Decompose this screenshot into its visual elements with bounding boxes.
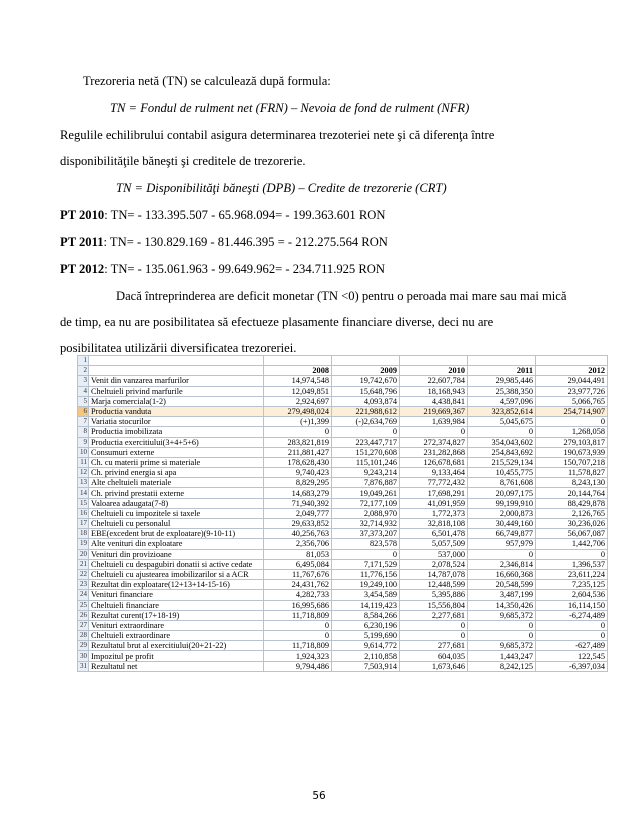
cell-value: 190,673,939 [536, 447, 608, 457]
row-number: 11 [78, 457, 89, 467]
cell-value: 77,772,432 [400, 478, 468, 488]
row-label: Cheltuieli cu ajustearea imobilizarilor si a ACR [89, 569, 264, 579]
row-label [89, 356, 264, 366]
cell-value: 4,093,874 [332, 396, 400, 406]
row-number: 24 [78, 590, 89, 600]
cell-value: 9,794,486 [264, 661, 332, 671]
cell-value: 9,685,372 [468, 641, 536, 651]
cell-value: 56,067,087 [536, 529, 608, 539]
cell-value: 18,168,943 [400, 386, 468, 396]
row-number: 16 [78, 508, 89, 518]
row-label: Cheltuieli extraordinare [89, 631, 264, 641]
cell-value: 72,177,109 [332, 498, 400, 508]
cell-value: 40,256,763 [264, 529, 332, 539]
cell-value: 2012 [536, 366, 608, 376]
table-row [78, 600, 608, 610]
cell-value: 823,578 [332, 539, 400, 549]
cell-value: 122,545 [536, 651, 608, 661]
cell-value: 3,487,199 [468, 590, 536, 600]
row-label: Rezultatul brut al exercitiului(20+21-22) [89, 641, 264, 651]
cell-value: 23,977,726 [536, 386, 608, 396]
cell-value: 1,442,706 [536, 539, 608, 549]
cell-value: 16,114,150 [536, 600, 608, 610]
cell-value: 11,578,827 [536, 468, 608, 478]
row-label: Cheltuieli privind marfurile [89, 386, 264, 396]
table-row [78, 559, 608, 569]
row-number: 6 [78, 406, 89, 416]
row-number: 27 [78, 620, 89, 630]
table-row [78, 478, 608, 488]
cell-value: 2,110,858 [332, 651, 400, 661]
cell-value: 219,669,367 [400, 406, 468, 416]
row-label: Venituri din provizioane [89, 549, 264, 559]
cell-value: 272,374,827 [400, 437, 468, 447]
cell-value: 2,126,765 [536, 508, 608, 518]
cell-value: 7,235,125 [536, 580, 608, 590]
cell-value: 2,088,970 [332, 508, 400, 518]
cell-value: 4,597,096 [468, 396, 536, 406]
result-2012-label: PT 2012 [60, 262, 105, 276]
cell-value: 14,787,078 [400, 569, 468, 579]
cell-value: 0 [332, 549, 400, 559]
cell-value: 2010 [400, 366, 468, 376]
table-row [78, 488, 608, 498]
cell-value: 20,097,175 [468, 488, 536, 498]
result-2012 [60, 261, 385, 277]
cell-value: 2009 [332, 366, 400, 376]
result-2010-label: PT 2010 [60, 208, 105, 222]
cell-value: 1,268,058 [536, 427, 608, 437]
cell-value: 14,683,279 [264, 488, 332, 498]
result-2010-value: : TN= - 133.395.507 - 65.968.094= - 199.363.601 RON [104, 208, 386, 222]
result-2012-value: : TN= - 135.061.963 - 99.649.962= - 234.711.925 RON [104, 262, 385, 276]
cell-value: 9,243,214 [332, 468, 400, 478]
cell-value: 6,230,196 [332, 620, 400, 630]
cell-value: 9,614,772 [332, 641, 400, 651]
row-label: Cheltuieli cu personalul [89, 519, 264, 529]
cell-value: 5,199,690 [332, 631, 400, 641]
cell-value: (-)2,634,769 [332, 417, 400, 427]
row-number: 17 [78, 519, 89, 529]
row-number: 19 [78, 539, 89, 549]
paragraph-deficit-2: de timp, ea nu are posibilitatea să efectueze plasamente financiare diverse, deci nu are [60, 315, 494, 329]
cell-value: 0 [536, 549, 608, 559]
table-row [78, 468, 608, 478]
cell-value: 277,681 [400, 641, 468, 651]
cell-value: 17,698,291 [400, 488, 468, 498]
cell-value: 537,000 [400, 549, 468, 559]
cell-value: 2,604,536 [536, 590, 608, 600]
cell-value: 2008 [264, 366, 332, 376]
cell-value: 1,673,646 [400, 661, 468, 671]
table-row [78, 651, 608, 661]
cell-value: 0 [536, 631, 608, 641]
cell-value: 99,199,910 [468, 498, 536, 508]
cell-value: 24,431,762 [264, 580, 332, 590]
cell-value: 2,346,814 [468, 559, 536, 569]
row-number: 1 [78, 356, 89, 366]
table-row [78, 508, 608, 518]
row-number: 18 [78, 529, 89, 539]
cell-value: 354,043,602 [468, 437, 536, 447]
table-row [78, 417, 608, 427]
table-row [78, 457, 608, 467]
row-label: Venit din vanzarea marfurilor [89, 376, 264, 386]
cell-value: 30,236,026 [536, 519, 608, 529]
cell-value: 66,749,877 [468, 529, 536, 539]
paragraph-line-1: Regulile echilibrului contabil asigura determinarea trezoteriei nete şi că diferenţa între [60, 128, 495, 142]
row-label: Productia exercitiului(3+4+5+6) [89, 437, 264, 447]
cell-value: 0 [468, 427, 536, 437]
cell-value: 41,091,959 [400, 498, 468, 508]
table-row [78, 498, 608, 508]
row-number: 15 [78, 498, 89, 508]
cell-value: 7,171,529 [332, 559, 400, 569]
table-row [78, 386, 608, 396]
cell-value: 9,685,372 [468, 610, 536, 620]
cell-value: 254,714,907 [536, 406, 608, 416]
row-label: Cheltuieli financiare [89, 600, 264, 610]
cell-value: 0 [264, 620, 332, 630]
cell-value [332, 356, 400, 366]
result-2011-label: PT 2011 [60, 235, 104, 249]
row-label: Venituri financiare [89, 590, 264, 600]
table-row [78, 539, 608, 549]
paragraph-line-2: disponibilităţile băneşti şi creditele de trezorerie. [60, 154, 306, 168]
table-row [78, 620, 608, 630]
cell-value: 20,548,599 [468, 580, 536, 590]
paragraph-deficit-1: Dacă întreprinderea are deficit monetar (TN <0) pentru o peroada mai mare sau mai mică [116, 289, 567, 303]
cell-value: 6,495,084 [264, 559, 332, 569]
row-label: Rezultat din exploatare(12+13+14-15-16) [89, 580, 264, 590]
cell-value: 2,049,777 [264, 508, 332, 518]
cell-value: 32,818,108 [400, 519, 468, 529]
row-label: Consumuri externe [89, 447, 264, 457]
row-number: 20 [78, 549, 89, 559]
row-label: Cheltuieli cu impozitele si taxele [89, 508, 264, 518]
row-label: Marja comerciala(1-2) [89, 396, 264, 406]
cell-value: 19,049,261 [332, 488, 400, 498]
cell-value: 1,443,247 [468, 651, 536, 661]
cell-value: 12,448,599 [400, 580, 468, 590]
cell-value: 15,648,796 [332, 386, 400, 396]
row-label: Valoarea adaugata(7-8) [89, 498, 264, 508]
cell-value: 0 [468, 631, 536, 641]
row-number: 31 [78, 661, 89, 671]
cell-value: 8,761,608 [468, 478, 536, 488]
cell-value: 81,053 [264, 549, 332, 559]
cell-value: 71,940,392 [264, 498, 332, 508]
table-row [78, 549, 608, 559]
cell-value: 7,503,914 [332, 661, 400, 671]
cell-value: 1,639,984 [400, 417, 468, 427]
cell-value: -627,489 [536, 641, 608, 651]
row-label: EBE(excedent brut de exploatare)(9-10-11) [89, 529, 264, 539]
cell-value: 12,049,851 [264, 386, 332, 396]
cell-value: 279,103,817 [536, 437, 608, 447]
cell-value: 223,447,717 [332, 437, 400, 447]
cell-value: 8,243,130 [536, 478, 608, 488]
cell-value: 4,438,841 [400, 396, 468, 406]
table-row [78, 519, 608, 529]
cell-value: 16,995,686 [264, 600, 332, 610]
cell-value: 32,714,932 [332, 519, 400, 529]
cell-value: 5,057,509 [400, 539, 468, 549]
table-row [78, 447, 608, 457]
cell-value: 20,144,764 [536, 488, 608, 498]
cell-value: 10,455,775 [468, 468, 536, 478]
row-label: Rezultatul net [89, 661, 264, 671]
table-row [78, 406, 608, 416]
cell-value: 14,974,548 [264, 376, 332, 386]
row-label: Ch. privind prestatii externe [89, 488, 264, 498]
cell-value: 5,395,886 [400, 590, 468, 600]
cell-value: 211,881,427 [264, 447, 332, 457]
cell-value: 604,035 [400, 651, 468, 661]
cell-value: 221,988,612 [332, 406, 400, 416]
cell-value: 2011 [468, 366, 536, 376]
row-label: Rezultat curent(17+18-19) [89, 610, 264, 620]
row-number: 30 [78, 651, 89, 661]
cell-value: 4,282,733 [264, 590, 332, 600]
paragraph-deficit-3: posibilitatea utilizării diversificatea trezoreriei. [60, 341, 297, 355]
row-number: 23 [78, 580, 89, 590]
cell-value: 215,529,134 [468, 457, 536, 467]
formula-intro: Trezoreria netă (TN) se calculează după formula: [83, 74, 331, 88]
cell-value: 88,429,878 [536, 498, 608, 508]
row-number: 2 [78, 366, 89, 376]
cell-value: 23,611,224 [536, 569, 608, 579]
cell-value: 2,924,697 [264, 396, 332, 406]
table-row [78, 376, 608, 386]
cell-value: -6,397,034 [536, 661, 608, 671]
cell-value: 30,449,160 [468, 519, 536, 529]
cell-value: 5,045,675 [468, 417, 536, 427]
table-row [78, 580, 608, 590]
table-row [78, 437, 608, 447]
row-number: 8 [78, 427, 89, 437]
row-label: Alte venituri din exploatare [89, 539, 264, 549]
cell-value: 323,852,614 [468, 406, 536, 416]
row-number: 28 [78, 631, 89, 641]
row-number: 21 [78, 559, 89, 569]
cell-value [536, 356, 608, 366]
formula-tn-frn: TN = Fondul de rulment net (FRN) – Nevoia de fond de rulment (NFR) [110, 101, 470, 115]
cell-value: 37,373,207 [332, 529, 400, 539]
cell-value: 0 [264, 631, 332, 641]
cell-value [400, 356, 468, 366]
cell-value: 2,277,681 [400, 610, 468, 620]
cell-value: 7,876,887 [332, 478, 400, 488]
cell-value: 0 [536, 417, 608, 427]
row-label: Ch. cu materii prime si materiale [89, 457, 264, 467]
row-label: Venituri extraordinare [89, 620, 264, 630]
cell-value: 14,119,423 [332, 600, 400, 610]
cell-value: 0 [400, 427, 468, 437]
cell-value: -6,274,489 [536, 610, 608, 620]
row-number: 22 [78, 569, 89, 579]
row-number: 9 [78, 437, 89, 447]
cell-value: 16,660,368 [468, 569, 536, 579]
row-number: 12 [78, 468, 89, 478]
cell-value: 29,633,852 [264, 519, 332, 529]
cell-value: 1,772,373 [400, 508, 468, 518]
table-row [78, 396, 608, 406]
result-2011-value: : TN= - 130.829.169 - 81.446.395 = - 212.275.564 RON [103, 235, 388, 249]
cell-value: 8,584,266 [332, 610, 400, 620]
table-row [78, 641, 608, 651]
table-row [78, 610, 608, 620]
cell-value: 0 [264, 427, 332, 437]
cell-value: 0 [332, 427, 400, 437]
cell-value: 25,388,350 [468, 386, 536, 396]
cell-value: 29,985,446 [468, 376, 536, 386]
row-label [89, 366, 264, 376]
row-number: 14 [78, 488, 89, 498]
cell-value: 0 [468, 620, 536, 630]
cell-value [468, 356, 536, 366]
cell-value: 279,498,024 [264, 406, 332, 416]
row-label: Variatia stocurilor [89, 417, 264, 427]
page-number: 56 [312, 790, 326, 802]
cell-value: 11,718,809 [264, 610, 332, 620]
table-row [78, 631, 608, 641]
table-row [78, 427, 608, 437]
row-number: 25 [78, 600, 89, 610]
table-row [78, 366, 608, 376]
cell-value: 957,979 [468, 539, 536, 549]
cell-value: 2,356,706 [264, 539, 332, 549]
cell-value: 22,607,784 [400, 376, 468, 386]
cell-value: 29,044,491 [536, 376, 608, 386]
row-number: 26 [78, 610, 89, 620]
table-row [78, 590, 608, 600]
result-2011 [60, 234, 388, 250]
cell-value [264, 356, 332, 366]
cell-value: 283,821,819 [264, 437, 332, 447]
cell-value: 19,742,670 [332, 376, 400, 386]
formula-tn-dpb: TN = Disponibilităţi băneşti (DPB) – Credite de trezorerie (CRT) [116, 181, 447, 195]
row-number: 4 [78, 386, 89, 396]
cell-value: 1,924,323 [264, 651, 332, 661]
cell-value: 11,776,156 [332, 569, 400, 579]
row-number: 29 [78, 641, 89, 651]
cell-value: 115,101,246 [332, 457, 400, 467]
cell-value: 8,242,125 [468, 661, 536, 671]
cell-value: 126,678,681 [400, 457, 468, 467]
cell-value: 3,454,589 [332, 590, 400, 600]
cell-value: 5,066,765 [536, 396, 608, 406]
result-2010 [60, 207, 385, 223]
row-label: Cheltuieli cu despagubiri donatii si active cedate [89, 559, 264, 569]
table-row [78, 529, 608, 539]
row-number: 10 [78, 447, 89, 457]
cell-value: 11,718,809 [264, 641, 332, 651]
cell-value: 11,767,676 [264, 569, 332, 579]
cell-value: 14,350,426 [468, 600, 536, 610]
cell-value: 150,707,218 [536, 457, 608, 467]
cell-value: 0 [400, 631, 468, 641]
row-number: 3 [78, 376, 89, 386]
cell-value: 0 [536, 620, 608, 630]
cell-value: 1,396,537 [536, 559, 608, 569]
row-number: 7 [78, 417, 89, 427]
cell-value: 151,270,608 [332, 447, 400, 457]
table-row [78, 356, 608, 366]
cell-value: 15,556,804 [400, 600, 468, 610]
row-label: Impozitul pe profit [89, 651, 264, 661]
row-number: 5 [78, 396, 89, 406]
cell-value: (+)1,399 [264, 417, 332, 427]
row-label: Productia vanduta [89, 406, 264, 416]
cell-value: 0 [400, 620, 468, 630]
cell-value: 0 [468, 549, 536, 559]
table-row [78, 661, 608, 671]
row-label: Productia imobilizata [89, 427, 264, 437]
cell-value: 2,078,524 [400, 559, 468, 569]
table-row [78, 569, 608, 579]
row-label: Alte cheltuieli materiale [89, 478, 264, 488]
financial-spreadsheet [77, 355, 608, 672]
row-number: 13 [78, 478, 89, 488]
cell-value: 6,501,478 [400, 529, 468, 539]
cell-value: 9,133,464 [400, 468, 468, 478]
cell-value: 254,843,692 [468, 447, 536, 457]
cell-value: 9,740,423 [264, 468, 332, 478]
cell-value: 231,282,868 [400, 447, 468, 457]
cell-value: 178,628,430 [264, 457, 332, 467]
cell-value: 19,249,100 [332, 580, 400, 590]
row-label: Ch. privind energia si apa [89, 468, 264, 478]
cell-value: 2,000,873 [468, 508, 536, 518]
cell-value: 8,829,295 [264, 478, 332, 488]
